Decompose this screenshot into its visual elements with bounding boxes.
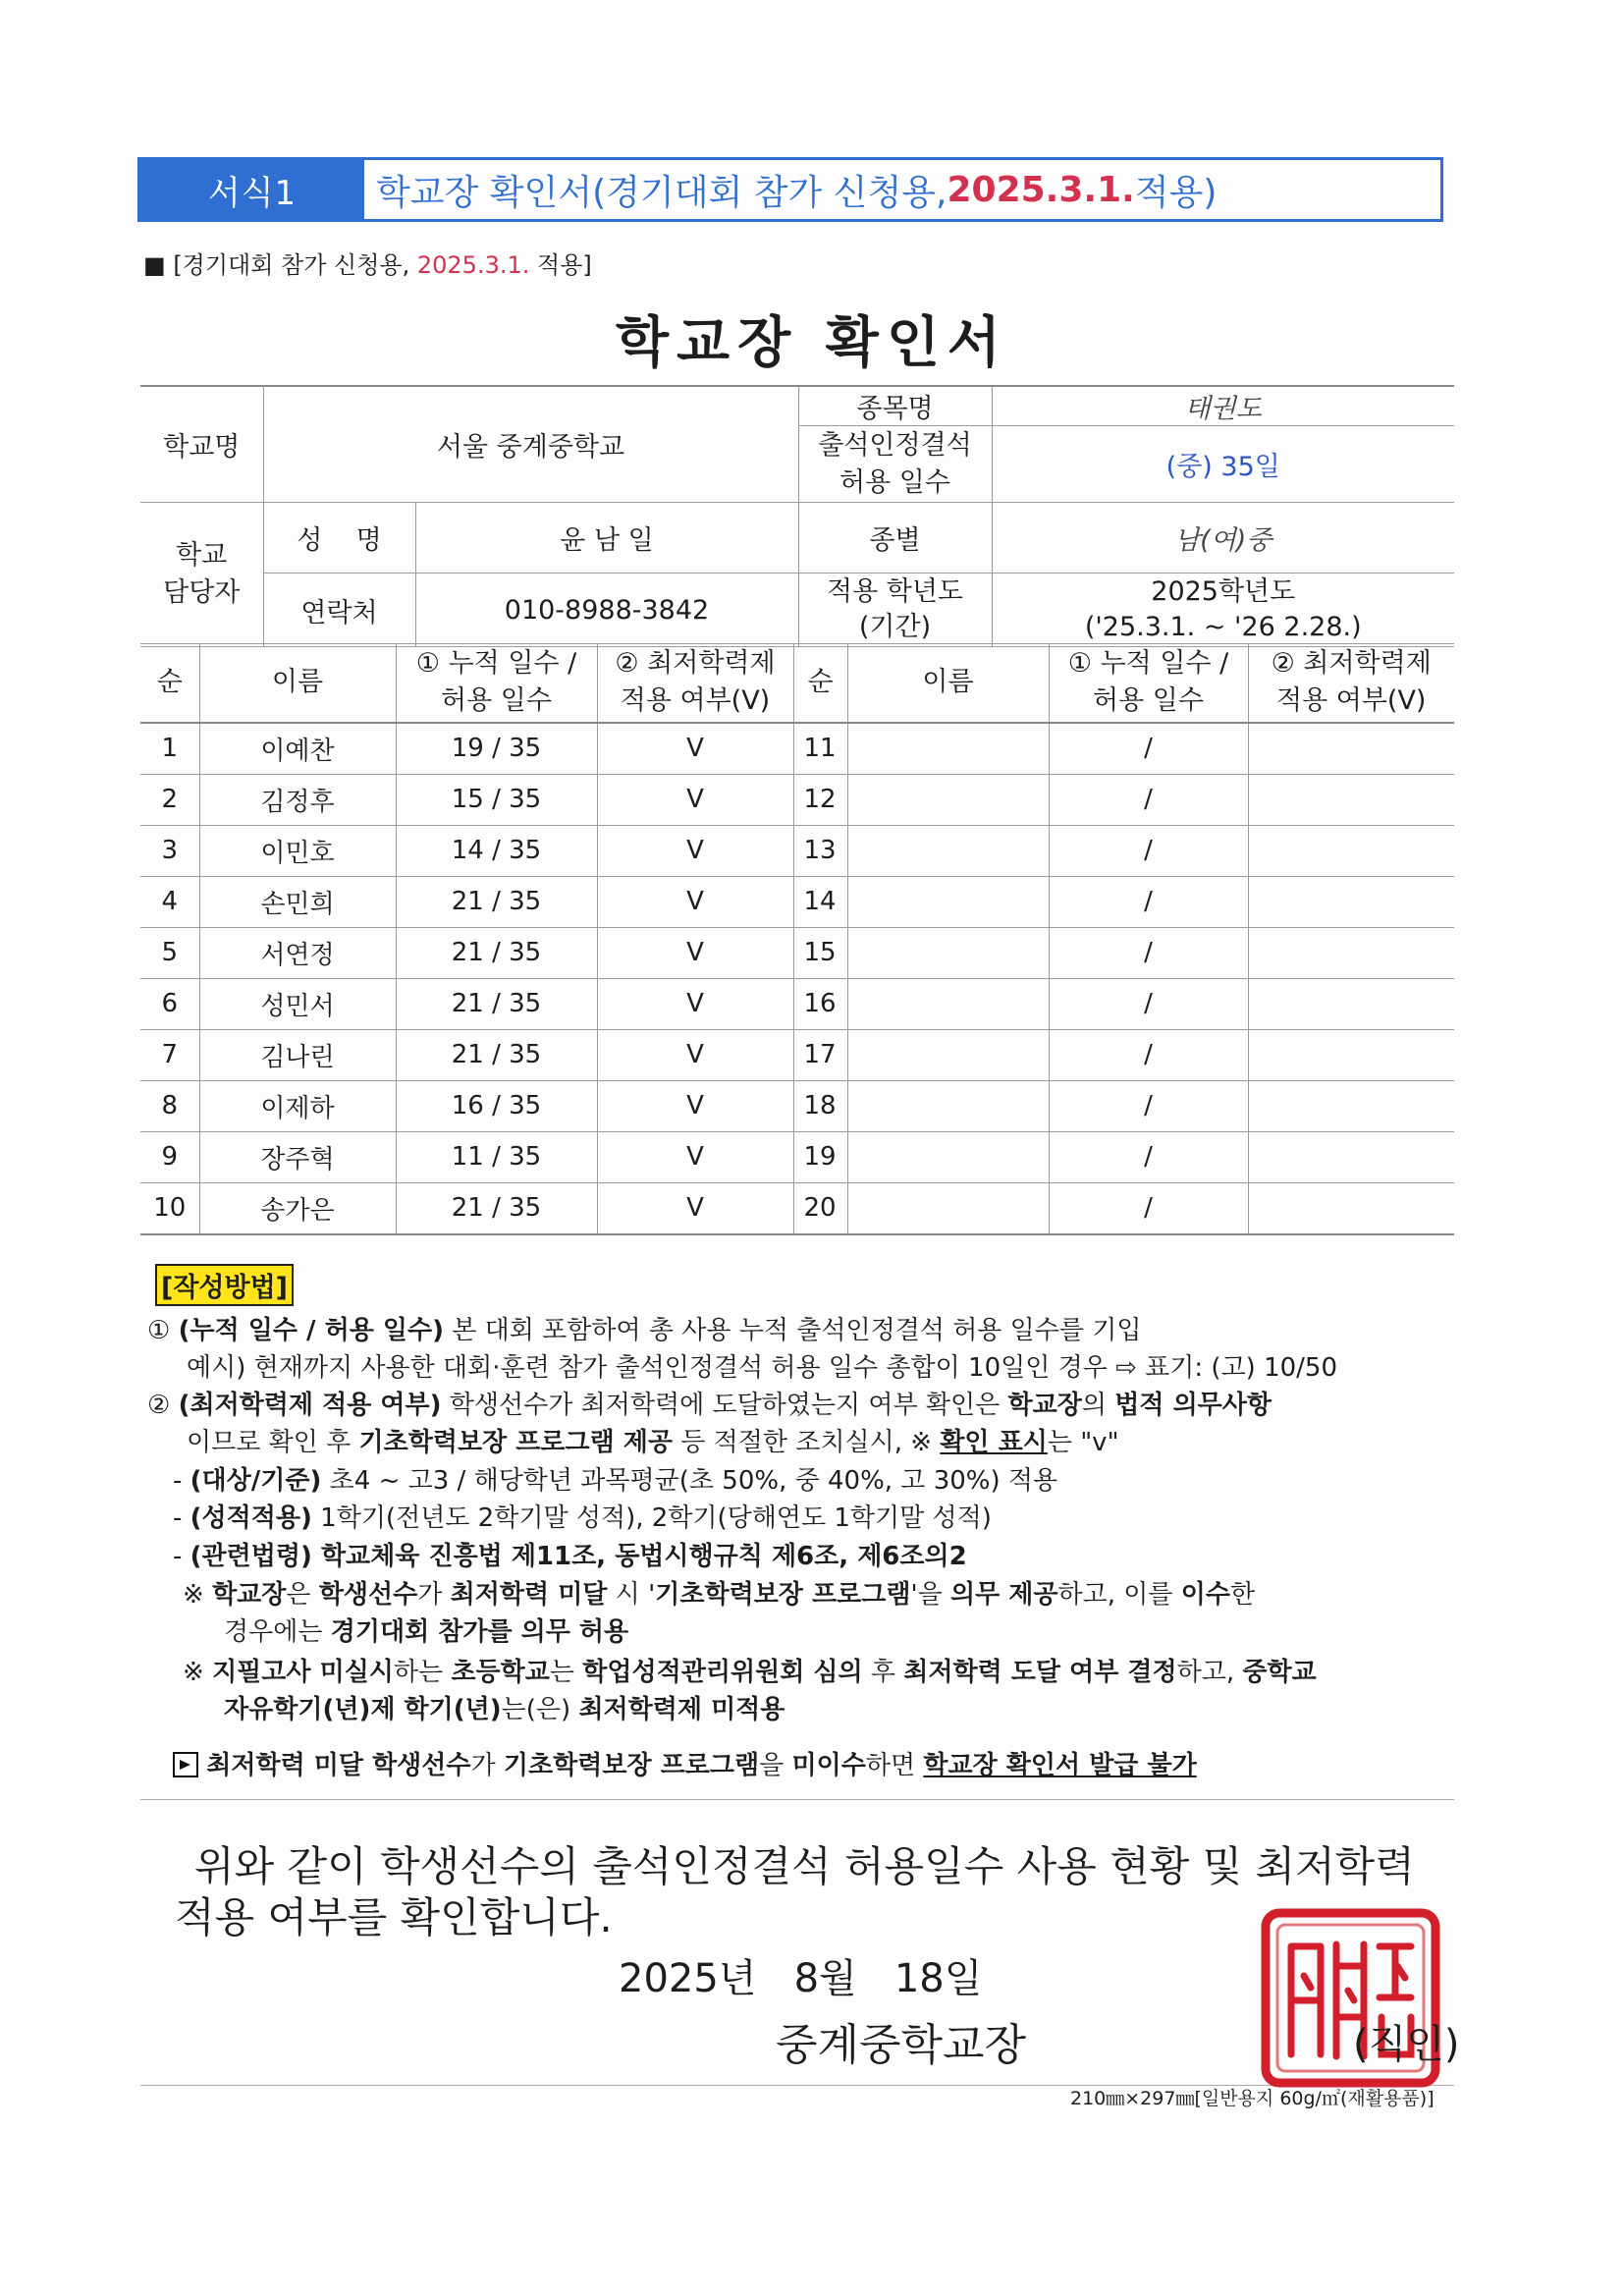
guide-note-2-line2: [224, 1691, 785, 1728]
school-name-label: 학교명: [140, 386, 263, 503]
academic-year-value-line2: ('25.3.1. ~ '26 2.28.): [1084, 612, 1362, 642]
guide-note-1-line2: [224, 1613, 628, 1651]
student-name: [847, 1131, 1049, 1182]
col-header-minimum-line1: ② 최저학력제: [615, 648, 776, 680]
student-minimum-check: [1248, 825, 1454, 876]
student-days: /: [1049, 1131, 1248, 1182]
student-minimum-check: V: [597, 1080, 793, 1131]
guide-1-title: (누적 일수 / 허용 일수): [178, 1316, 444, 1345]
col-header-name-2: 이름: [847, 644, 1049, 723]
student-name: 김나린: [199, 1029, 396, 1080]
student-no: 5: [140, 927, 199, 978]
guide-detail-grades-text: 1학기(전년도 2학기말 성적), 2학기(당해연도 1학기말 성적): [311, 1503, 992, 1533]
student-no: 12: [793, 774, 847, 825]
guide-item-1: [147, 1312, 1142, 1349]
note-1-j: 하고, 이를: [1057, 1580, 1181, 1610]
note-2-c: 초등학교: [451, 1658, 550, 1687]
academic-year-label-line1: 적용 학년도: [827, 576, 963, 607]
col-header-minimum-2-line1: ② 최저학력제: [1271, 648, 1432, 680]
table-row: [140, 978, 1454, 1029]
dash-bullet: -: [173, 1503, 190, 1533]
box-note-b: 가: [470, 1751, 504, 1780]
student-days: 16 / 35: [396, 1080, 597, 1131]
student-name: 이민호: [199, 825, 396, 876]
student-minimum-check: [1248, 774, 1454, 825]
contact-name-label: 성 명: [263, 503, 415, 574]
academic-year-label-line2: (기간): [858, 612, 932, 642]
student-no: 10: [140, 1182, 199, 1234]
gender-value: 남(여)중: [992, 503, 1454, 574]
guide-note-2: [183, 1654, 1317, 1691]
note-1-e: 최저학력 미달: [450, 1580, 608, 1610]
guide-detail-law: [173, 1538, 967, 1575]
school-info-table: [140, 385, 1454, 647]
student-days: 21 / 35: [396, 927, 597, 978]
note-2-g: 최저학력 도달 여부 결정: [903, 1658, 1177, 1687]
form-number-tag: 서식1: [140, 160, 364, 219]
guide-2-text-c: 의: [1081, 1391, 1115, 1420]
guide-1-text: 본 대회 포함하여 총 사용 누적 출석인정결석 허용 일수를 기입: [443, 1316, 1142, 1345]
square-bullet-icon: ■: [143, 251, 166, 279]
attendance-limit-label-line2: 허용 일수: [839, 466, 950, 498]
box-note-g: 학교장 확인서 발급 불가: [923, 1751, 1197, 1780]
guide-note-1: [183, 1576, 1255, 1613]
student-days: /: [1049, 978, 1248, 1029]
box-note-f: 하면: [865, 1751, 924, 1780]
student-days: 21 / 35: [396, 978, 597, 1029]
event-label: 종목명: [798, 386, 992, 426]
note-1-i: 의무 제공: [949, 1580, 1058, 1610]
document-title: 학교장 확인서: [615, 311, 1009, 375]
boxed-arrow-icon: [173, 1752, 198, 1777]
academic-year-value: [992, 574, 1454, 647]
col-header-minimum: [597, 644, 793, 723]
student-name: [847, 825, 1049, 876]
table-row: [140, 876, 1454, 927]
student-minimum-check: [1248, 723, 1454, 775]
student-minimum-check: V: [597, 978, 793, 1029]
student-name: 김정후: [199, 774, 396, 825]
note-2-line2-a: 자유학기(년)제 학기(년): [224, 1695, 502, 1724]
student-days: 21 / 35: [396, 1029, 597, 1080]
dash-bullet: -: [173, 1542, 190, 1571]
table-row: [140, 774, 1454, 825]
attendance-limit-label-line1: 출석인정결석: [818, 429, 972, 461]
guide-heading: [작성방법]: [155, 1264, 294, 1306]
box-note-d: 을: [759, 1751, 792, 1780]
student-no: 2: [140, 774, 199, 825]
guide-detail-target: [173, 1462, 1057, 1500]
student-minimum-check: [1248, 1131, 1454, 1182]
table-row: [140, 927, 1454, 978]
student-no: 1: [140, 723, 199, 775]
circled-2-icon: ②: [147, 1391, 171, 1420]
student-name: [847, 1182, 1049, 1234]
note-1-d: 가: [417, 1580, 451, 1610]
note-1-c: 학생선수: [318, 1580, 418, 1610]
student-days: /: [1049, 1029, 1248, 1080]
contact-phone-label: 연락처: [263, 574, 415, 647]
subheading: [143, 246, 592, 280]
seal-label: (직인): [1353, 2022, 1460, 2067]
table-row: [140, 1080, 1454, 1131]
note-1-h: '을: [910, 1580, 950, 1610]
contact-phone-value: 010-8988-3842: [415, 574, 798, 647]
attendance-limit-value: (중) 35일: [992, 426, 1454, 503]
col-header-no-2: 순: [793, 644, 847, 723]
divider: [140, 1799, 1454, 1800]
student-minimum-check: [1248, 927, 1454, 978]
guide-boxed-note: [173, 1747, 1197, 1784]
confirmation-line-1: 위와 같이 학생선수의 출석인정결석 허용일수 사용 현황 및 최저학력: [194, 1842, 1415, 1890]
principal-name: 중계중학교장: [776, 2020, 1027, 2070]
confirmation-line-2: 적용 여부를 확인합니다.: [175, 1893, 613, 1941]
guide-detail-target-title: (대상/기준): [189, 1466, 322, 1496]
student-minimum-check: V: [597, 774, 793, 825]
note-2-line2-b: 는(은): [501, 1695, 579, 1724]
student-no: 7: [140, 1029, 199, 1080]
student-days: /: [1049, 1080, 1248, 1131]
col-header-days-line1: ① 누적 일수 /: [415, 648, 577, 680]
note-1-line2-b: 경기대회 참가를 의무 허용: [330, 1617, 629, 1647]
student-name: 손민희: [199, 876, 396, 927]
student-minimum-check: V: [597, 927, 793, 978]
form-banner: [137, 157, 1443, 222]
student-days: 21 / 35: [396, 1182, 597, 1234]
student-days: /: [1049, 774, 1248, 825]
student-minimum-check: [1248, 876, 1454, 927]
student-no: 6: [140, 978, 199, 1029]
subheading-text: [경기대회 참가 신청용,: [165, 251, 417, 279]
student-no: 9: [140, 1131, 199, 1182]
student-table: [140, 643, 1454, 1235]
gender-label: 종별: [798, 503, 992, 574]
school-name-value: 서울 중계중학교: [263, 386, 798, 503]
col-header-minimum-2-line2: 적용 여부(V): [1276, 685, 1427, 717]
col-header-minimum-2: [1248, 644, 1454, 723]
student-name: 장주혁: [199, 1131, 396, 1182]
student-no: 8: [140, 1080, 199, 1131]
student-name: [847, 1080, 1049, 1131]
note-2-h: 하고,: [1176, 1658, 1243, 1687]
student-no: 18: [793, 1080, 847, 1131]
note-1-a: 학교장: [212, 1580, 287, 1610]
col-header-days-2: [1049, 644, 1248, 723]
student-name: 이제하: [199, 1080, 396, 1131]
academic-year-value-line1: 2025학년도: [1151, 576, 1296, 607]
dash-bullet: -: [173, 1466, 190, 1496]
student-days: /: [1049, 1182, 1248, 1234]
student-days: /: [1049, 876, 1248, 927]
guide-2-bold-b: 학교장: [1007, 1391, 1082, 1420]
academic-year-label: [798, 574, 992, 647]
student-days: 15 / 35: [396, 774, 597, 825]
student-rows: [140, 723, 1454, 1234]
student-name: [847, 927, 1049, 978]
guide-detail-grades-title: (성적적용): [189, 1503, 312, 1533]
student-minimum-check: V: [597, 876, 793, 927]
reference-mark-icon: ※: [183, 1580, 213, 1610]
student-no: 13: [793, 825, 847, 876]
box-note-c: 기초학력보장 프로그램: [503, 1751, 760, 1780]
student-no: 3: [140, 825, 199, 876]
student-days: /: [1049, 723, 1248, 775]
student-no: 15: [793, 927, 847, 978]
contact-group-label: [140, 503, 263, 647]
contact-group-label-line2: 담당자: [163, 577, 241, 608]
note-2-b: 하는: [393, 1658, 452, 1687]
student-days: /: [1049, 825, 1248, 876]
table-row: [140, 1131, 1454, 1182]
student-minimum-check: V: [597, 825, 793, 876]
guide-2-line2-underline: 확인 표시: [940, 1428, 1048, 1457]
student-name: 송가은: [199, 1182, 396, 1234]
guide-detail-law-text: (관련법령) 학교체육 진흥법 제11조, 동법시행규칙 제6조, 제6조의2: [189, 1542, 967, 1571]
note-1-line2-a: 경우에는: [224, 1617, 331, 1647]
note-1-l: 한: [1230, 1580, 1256, 1610]
student-days: 21 / 35: [396, 876, 597, 927]
contact-group-label-line1: 학교: [176, 540, 228, 571]
table-row: [140, 825, 1454, 876]
col-header-no: 순: [140, 644, 199, 723]
note-2-i: 중학교: [1242, 1658, 1317, 1687]
note-2-e: 학업성적관리위원회 심의: [582, 1658, 863, 1687]
student-name: [847, 723, 1049, 775]
guide-item-1-example: 예시) 현재까지 사용한 대회·훈련 참가 출석인정결석 허용 일수 총합이 10일인 경우 ⇨ 표기: (고) 10/50: [187, 1353, 1338, 1383]
student-no: 16: [793, 978, 847, 1029]
table-row: [140, 723, 1454, 775]
student-minimum-check: [1248, 1029, 1454, 1080]
student-minimum-check: V: [597, 1182, 793, 1234]
student-days: 14 / 35: [396, 825, 597, 876]
guide-2-title: (최저학력제 적용 여부): [178, 1391, 442, 1420]
student-name: [847, 978, 1049, 1029]
student-name: 서연정: [199, 927, 396, 978]
banner-title-suffix: 적용): [1134, 172, 1218, 213]
guide-item-2-line2: [187, 1424, 1119, 1461]
note-2-f: 후: [862, 1658, 904, 1687]
note-2-d: 는: [549, 1658, 583, 1687]
col-header-days-line2: 허용 일수: [441, 685, 552, 717]
contact-name-value: 윤 남 일: [415, 503, 798, 574]
student-name: [847, 774, 1049, 825]
student-name: 이예찬: [199, 723, 396, 775]
confirmation-date: 2025년 8월 18일: [619, 1956, 983, 2001]
student-minimum-check: V: [597, 1029, 793, 1080]
note-1-b: 은: [286, 1580, 319, 1610]
banner-title: [376, 160, 1217, 219]
note-2-line2-c: 최저학력제 미적용: [578, 1695, 785, 1724]
guide-detail-grades: [173, 1500, 992, 1537]
table-row: [140, 1029, 1454, 1080]
col-header-minimum-line2: 적용 여부(V): [620, 685, 771, 717]
student-no: 14: [793, 876, 847, 927]
student-no: 20: [793, 1182, 847, 1234]
student-days: /: [1049, 927, 1248, 978]
student-days: 19 / 35: [396, 723, 597, 775]
student-minimum-check: [1248, 1080, 1454, 1131]
student-no: 11: [793, 723, 847, 775]
banner-title-date: 2025.3.1.: [947, 169, 1135, 210]
student-name: 성민서: [199, 978, 396, 1029]
guide-2-line2-a: 이므로 확인 후: [187, 1428, 359, 1457]
note-2-a: 지필고사 미실시: [212, 1658, 394, 1687]
student-no: 4: [140, 876, 199, 927]
student-name: [847, 1029, 1049, 1080]
guide-2-line2-c: 는 "v": [1047, 1428, 1119, 1457]
subheading-suffix: 적용]: [529, 251, 592, 279]
note-1-k: 이수: [1180, 1580, 1230, 1610]
banner-title-text: 학교장 확인서(경기대회 참가 신청용,: [376, 172, 947, 213]
col-header-days-2-line2: 허용 일수: [1093, 685, 1204, 717]
student-name: [847, 876, 1049, 927]
student-no: 17: [793, 1029, 847, 1080]
guide-2-text-a: 학생선수가 최저학력에 도달하였는지 여부 확인은: [441, 1391, 1008, 1420]
paper-spec-note: 210㎜×297㎜[일반용지 60g/㎡(재활용품)]: [1070, 2088, 1435, 2109]
reference-mark-icon: ※: [183, 1658, 213, 1687]
guide-2-bold-d: 법적 의무사항: [1114, 1391, 1272, 1420]
note-1-f: 시 ': [607, 1580, 656, 1610]
student-minimum-check: [1248, 978, 1454, 1029]
student-no: 19: [793, 1131, 847, 1182]
guide-2-line2-bold: 기초학력보장 프로그램 제공: [358, 1428, 673, 1457]
student-minimum-check: V: [597, 723, 793, 775]
table-row: [140, 1182, 1454, 1234]
col-header-days: [396, 644, 597, 723]
student-table-header: [140, 644, 1454, 723]
student-days: 11 / 35: [396, 1131, 597, 1182]
event-value: 태권도: [992, 386, 1454, 426]
note-1-g: 기초학력보장 프로그램: [655, 1580, 911, 1610]
subheading-date: 2025.3.1.: [416, 251, 530, 279]
box-note-a: 최저학력 미달 학생선수: [206, 1751, 471, 1780]
student-minimum-check: [1248, 1182, 1454, 1234]
col-header-days-2-line1: ① 누적 일수 /: [1067, 648, 1229, 680]
guide-2-line2-b: 등 적절한 조치실시, ※: [673, 1428, 941, 1457]
guide-item-2: [147, 1387, 1272, 1424]
student-minimum-check: V: [597, 1131, 793, 1182]
col-header-name: 이름: [199, 644, 396, 723]
box-note-e: 미이수: [791, 1751, 866, 1780]
attendance-limit-label: [798, 426, 992, 503]
guide-detail-target-text: 초4 ~ 고3 / 해당학년 과목평균(초 50%, 중 40%, 고 30%) 적용: [321, 1466, 1058, 1496]
circled-1-icon: ①: [147, 1316, 171, 1345]
